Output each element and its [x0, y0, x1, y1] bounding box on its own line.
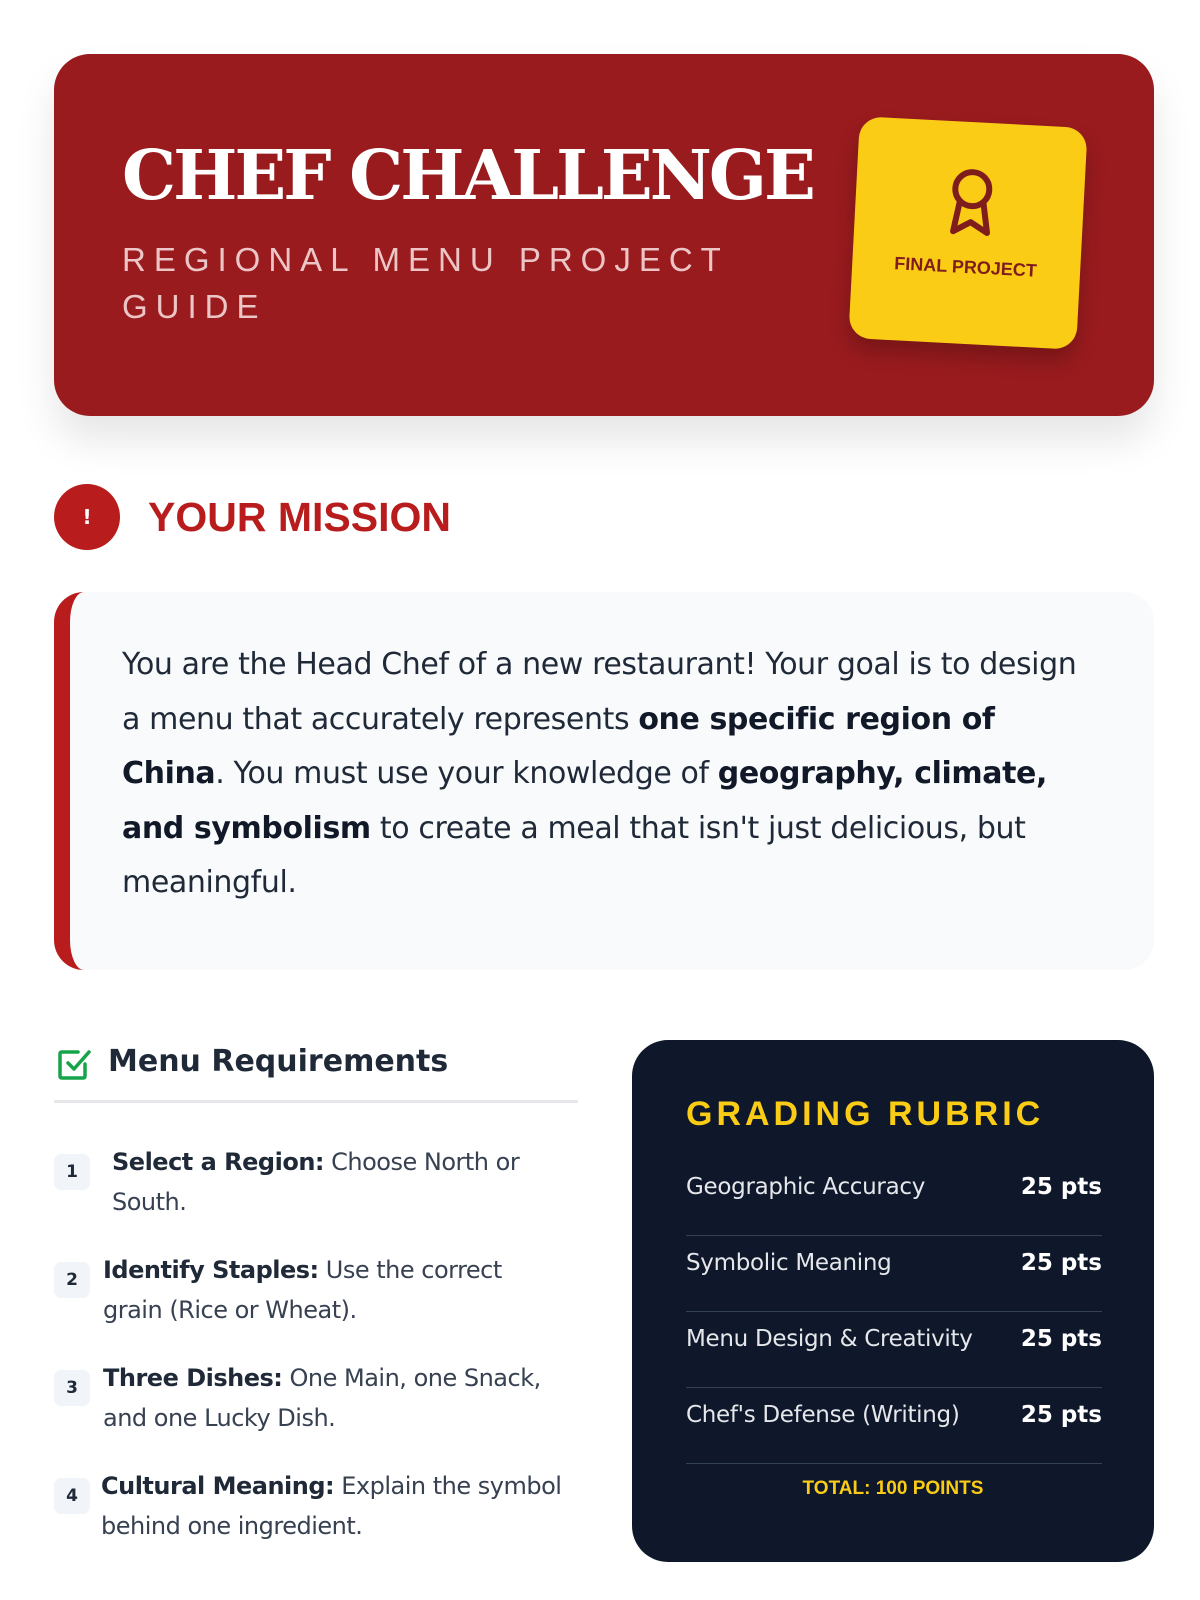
checkbox-checked-icon [56, 1046, 92, 1082]
rubric-criterion: Chef's Defense (Writing) [686, 1402, 960, 1428]
rubric-row [686, 1388, 1102, 1464]
page-subtitle: REGIONAL MENU PROJECT GUIDE [122, 241, 729, 325]
requirement-text: Cultural Meaning: Explain the symbol behind one ingredient. [101, 1472, 562, 1540]
requirement-number: 4 [54, 1478, 90, 1514]
rubric-criterion: Geographic Accuracy [686, 1174, 926, 1200]
requirement-text: Identify Staples: Use the correct grain (Rice or Wheat). [103, 1256, 502, 1324]
rubric-title: GRADING RUBRIC [686, 1095, 1045, 1133]
badge-label: FINAL PROJECT [893, 253, 1038, 281]
mission-title: YOUR MISSION [148, 494, 451, 540]
rubric-points: 25 pts [1020, 1250, 1102, 1276]
requirements-header [54, 1040, 578, 1103]
rubric-points: 25 pts [1020, 1402, 1102, 1428]
mission-text: You are the Head Chef of a new restaurant! Your goal is to design a menu that accurately represents one specific region of China. You must use your knowledge of geography, climate, and symbolism to create a meal that isn't just delicious, but meaningful. [122, 647, 1077, 900]
page-title: CHEF CHALLENGE [122, 136, 813, 216]
rubric-criterion: Menu Design & Creativity [686, 1326, 973, 1352]
rubric-criterion: Symbolic Meaning [686, 1250, 892, 1276]
alert-icon: ! [54, 484, 120, 550]
rubric-row [686, 1312, 1102, 1388]
requirement-number: 3 [54, 1370, 90, 1406]
rubric-row [686, 1236, 1102, 1312]
requirement-text: Select a Region: Choose North or South. [112, 1148, 520, 1216]
requirements-title: Menu Requirements [108, 1044, 449, 1079]
final-project-badge [848, 116, 1087, 350]
award-ribbon-icon [946, 167, 998, 239]
requirement-number: 1 [54, 1154, 90, 1190]
rubric-total: TOTAL: 100 POINTS [802, 1478, 984, 1499]
grading-rubric-card [632, 1040, 1154, 1562]
rubric-row [686, 1160, 1102, 1236]
hero-banner [54, 54, 1154, 416]
rubric-points: 25 pts [1020, 1326, 1102, 1352]
requirement-number: 2 [54, 1262, 90, 1298]
mission-card [54, 592, 1154, 970]
requirement-text: Three Dishes: One Main, one Snack, and one Lucky Dish. [103, 1364, 541, 1432]
rubric-points: 25 pts [1020, 1174, 1102, 1200]
